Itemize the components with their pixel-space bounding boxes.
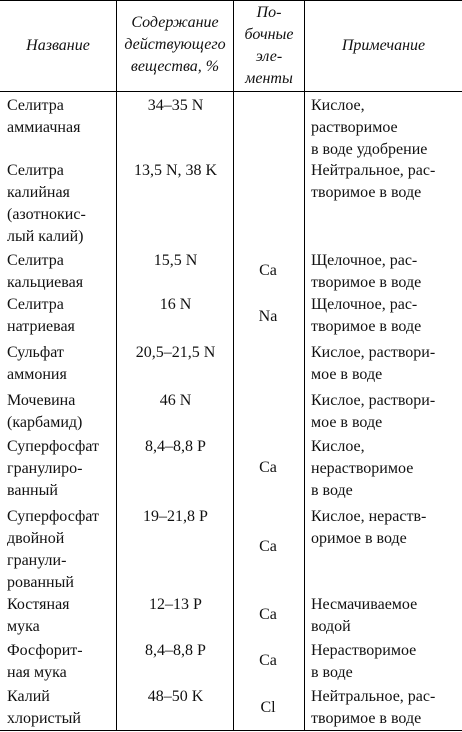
row-note: Нейтральное, рас- творимое в воде [311,162,436,201]
header-content: Содержание действующего вещества, % [124,14,226,75]
header-rule [0,91,462,92]
row-name: Селитра кальциевая [7,252,84,291]
row-side: Cl [260,699,276,716]
row-side: Ca [259,459,277,476]
row-side: Ca [259,538,277,555]
top-rule [0,0,462,1]
row-content: 20,5–21,5 N [135,344,216,361]
row-side: Ca [259,606,277,623]
col-divider-3 [304,0,305,731]
row-content: 19–21,8 P [143,508,208,525]
row-name: Селитра натриевая [7,296,75,335]
row-content: 13,5 N, 38 K [133,162,218,179]
row-name: Селитра калийная (азотнокис- лый калий) [7,162,86,245]
header-side-elements: По- бочные эле- менты [244,4,294,87]
row-content: 15,5 N [153,252,198,269]
row-content: 34–35 N [147,97,204,114]
row-name: Костяная мука [7,596,70,635]
row-side: Na [258,308,278,325]
row-note: Нерастворимое в воде [311,642,417,681]
row-note: Щелочное, рас- творимое в воде [311,296,422,335]
row-name: Калий хлористый [7,688,81,727]
row-name: Селитра аммиачная [7,97,81,136]
row-name: Фосфорит- ная мука [7,642,83,681]
row-note: Несмачиваемое водой [311,596,418,635]
row-content: 46 N [159,392,192,409]
row-note: Кислое, раствори- мое в воде [311,392,436,431]
row-content: 48–50 K [147,688,204,705]
row-name: Сульфат аммония [7,344,67,383]
row-side: Ca [259,652,277,669]
header-note: Примечание [341,37,426,54]
row-name: Суперфосфат гранулиро- ванный [7,438,100,499]
row-name: Мочевина (карбамид) [7,392,83,431]
row-note: Нейтральное, рас- творимое в воде [311,688,436,727]
row-note: Щелочное, рас- творимое в воде [311,252,422,291]
row-content: 8,4–8,8 P [145,642,206,659]
row-note: Кислое, нераств- оримое в воде [311,508,427,547]
row-note: Кислое, нерастворимое в воде [311,438,414,499]
row-side: Ca [259,262,277,279]
row-note: Кислое, раствори- мое в воде [311,344,436,383]
row-name: Суперфосфат двойной гранули- рованный [7,508,100,591]
bottom-rule [0,730,462,731]
header-name: Название [26,37,90,54]
row-content: 16 N [159,296,192,313]
row-content: 8,4–8,8 P [145,438,206,455]
row-note: Кислое, растворимое в воде удобрение [311,97,428,158]
row-content: 12–13 P [149,596,202,613]
